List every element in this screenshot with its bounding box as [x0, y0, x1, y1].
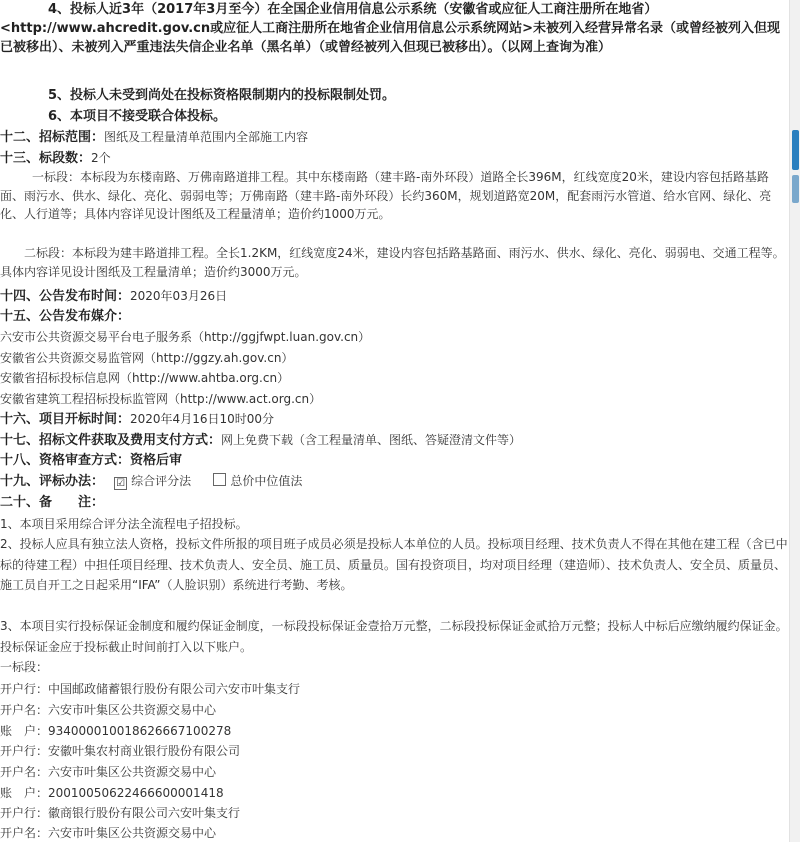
section-18: [0, 451, 790, 470]
section-15-label: 十五、公告发布媒介：: [0, 309, 131, 324]
checkbox-checked-icon: ☑: [114, 477, 127, 490]
section-16-value: 2020年4月16日10时00分: [130, 412, 274, 426]
section-12-value: 图纸及工程量清单范围内全部施工内容: [104, 130, 309, 144]
section-15: [0, 307, 790, 326]
section-17-label: 十七、招标文件获取及费用支付方式：: [0, 433, 222, 448]
intro-item-5: 5、投标人未受到尚处在投标资格限制期内的投标限制处罚。: [48, 88, 396, 103]
section-13-value: 2个: [91, 151, 111, 165]
scrollbar-thumb[interactable]: [792, 130, 799, 170]
section-19: [0, 472, 790, 491]
note-1: 1、本项目采用综合评分法全流程电子招投标。: [0, 517, 248, 531]
intro-item-6: 6、本项目不接受联合体投标。: [48, 109, 227, 124]
section-13-label: 十三、标段数：: [0, 151, 92, 166]
section-19-label: 十九、评标办法：: [0, 474, 105, 489]
media-item: 安徽省建筑工程招标投标监管网（http://www.act.org.cn）: [0, 392, 322, 406]
section-14-value: 2020年03月26日: [130, 289, 228, 303]
scrollbar-thumb-secondary[interactable]: [792, 175, 799, 203]
media-item: 安徽省公共资源交易监管网（http://ggzy.ah.gov.cn）: [0, 351, 294, 365]
section-13: [0, 149, 790, 168]
section-17: [0, 431, 790, 450]
note-3: 3、本项目实行投标保证金制度和履约保证金制度，一标段投标保证金壹拾万元整，二标段投标保证金贰拾万元整；投标人中标后应缴纳履约保证金。投标保证金应于投标截止时间前打入以下账户。: [0, 619, 788, 654]
section-14-label: 十四、公告发布时间：: [0, 289, 131, 304]
account-line: 开户名：六安市叶集区公共资源交易中心: [0, 703, 217, 717]
account-line: 开户名：六安市叶集区公共资源交易中心: [0, 826, 217, 840]
section-12: [0, 128, 790, 147]
account-line: 账 户：20010050622466600001418: [0, 786, 224, 800]
intro-item-4: 4、投标人近3年（2017年3月至今）在全国企业信用信息公示系统（安徽省或应征人工商注册所在地省）<http://www.ahcredit.gov.cn或应征人工商注册所在地省企业信用信息公示系统网站>未被列入经营异常名录（或曾经被列入但现已被移出）、未被列入严重违法失信企业名单（黑名单）（或曾经被列入但现已被移出）。（以网上查询为准）: [0, 2, 781, 55]
section-20: [0, 493, 790, 512]
media-item: 安徽省招标投标信息网（http://www.ahtba.org.cn）: [0, 371, 290, 385]
account-line: 开户行：中国邮政储蓄银行股份有限公司六安市叶集支行: [0, 682, 301, 696]
section-16: [0, 410, 790, 429]
account-line: 开户名：六安市叶集区公共资源交易中心: [0, 765, 217, 779]
checkbox-empty-icon: [213, 473, 226, 486]
account-line: 账 户：934000010018626667100278: [0, 724, 232, 738]
section-17-value: 网上免费下载（含工程量清单、图纸、答疑澄清文件等）: [221, 433, 522, 447]
lot-2-description: 二标段：本标段为建丰路道排工程。全长1.2KM，红线宽度24米，建设内容包括路基路面、雨污水、供水、绿化、亮化、弱弱电、交通工程等。具体内容详见设计图纸及工程量清单；造价约3000万元。: [0, 246, 785, 279]
media-item: 六安市公共资源交易平台电子服务系（http://ggjfwpt.luan.gov.cn）: [0, 330, 371, 344]
section-18-label: 十八、资格审查方式：: [0, 453, 131, 468]
section-12-label: 十二、招标范围：: [0, 130, 105, 145]
vertical-scrollbar[interactable]: [789, 0, 800, 842]
note-2: 2、投标人应具有独立法人资格，投标文件所报的项目班子成员必须是投标人本单位的人员。投标项目经理、技术负责人不得在其他在建工程（含已中标的待建工程）中担任项目经理、技术负责人、安全员、施工员、质量员。国有投资项目，均对项目经理（建造师）、技术负责人、安全员、质量员、施工员自开工之日起采用“IFA”（人脸识别）系统进行考勤、考核。: [0, 537, 788, 592]
option-comprehensive-scoring: 综合评分法: [131, 474, 192, 488]
section-14: [0, 287, 790, 306]
lot-1-description: 一标段：本标段为东楼南路、万佛南路道排工程。其中东楼南路（建丰路-南外环段）道路全长396M，红线宽度20米，建设内容包括路基路面、雨污水、供水、绿化、亮化、弱弱电等；万佛南路（建丰路-南外环段）长约360M，规划道路宽20M，配套雨污水管道、给水官网、绿化、亮化、人行道等；具体内容详见设计图纸及工程量清单；造价约1000万元。: [0, 170, 772, 221]
section-18-value: 资格后审: [130, 453, 183, 468]
account-line: 开户行：徽商银行股份有限公司六安叶集支行: [0, 806, 241, 820]
section-20-label: 二十、备 注：: [0, 495, 105, 510]
account-line: 开户行：安徽叶集农村商业银行股份有限公司: [0, 744, 241, 758]
section-16-label: 十六、项目开标时间：: [0, 412, 131, 427]
lot-1-label: 一标段：: [0, 660, 49, 674]
option-median-price: 总价中位值法: [230, 474, 303, 488]
